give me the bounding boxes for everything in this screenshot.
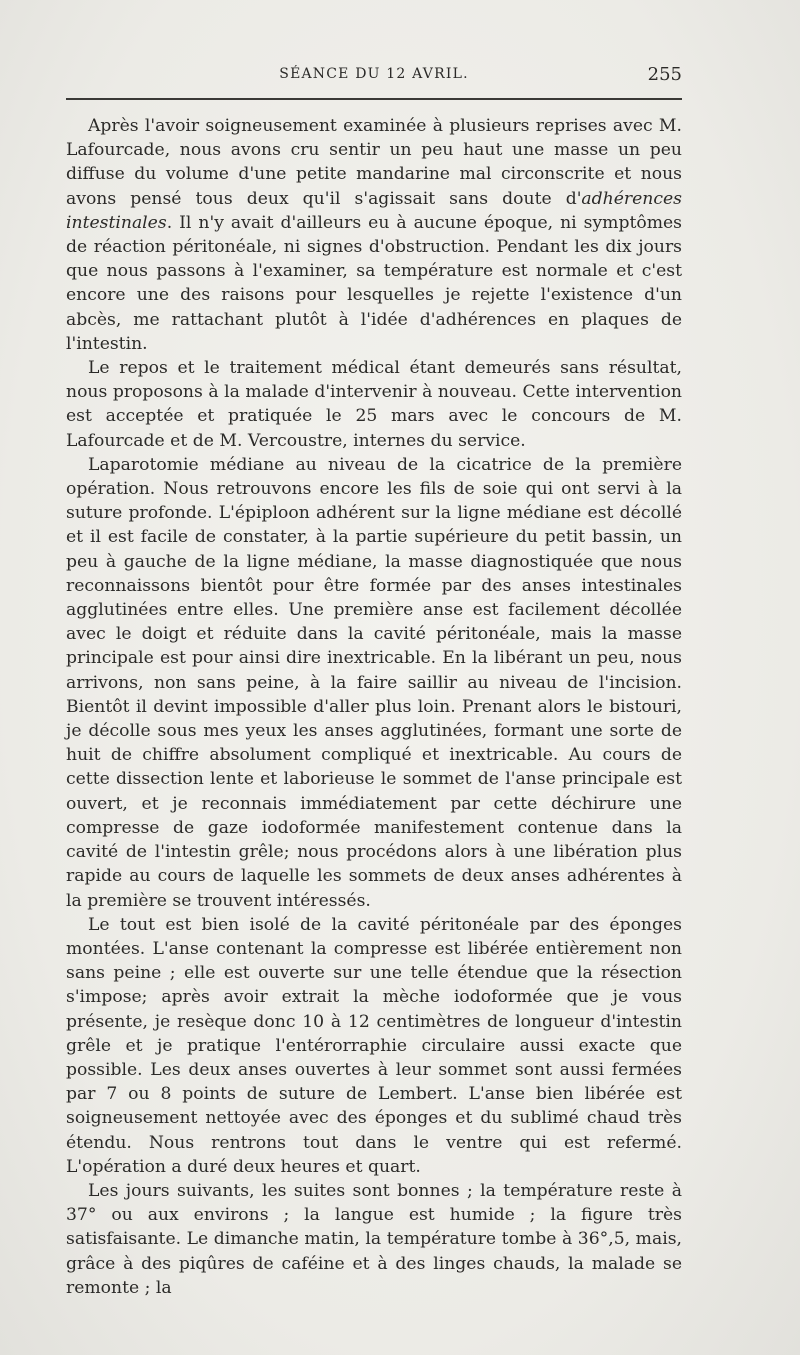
paragraph-1 xyxy=(66,114,682,356)
paragraph-4: Le tout est bien isolé de la cavité péritonéale par des éponges montées. L'anse contenant la compresse est libérée entièrement non sans peine ; elle est ouverte sur une telle étendue que la résection s'impose; après avoir extrait la mèche iodoformée que je vous présente, je resèque donc 10 à 12 centimètres de longueur d'intestin grêle et je pratique l'entérorraphie circulaire aussi exacte que possible. Les deux anses ouvertes à leur sommet sont aussi fermées par 7 ou 8 points de suture de Lembert. L'anse bien libérée est soigneusement nettoyée avec des éponges et du sublimé chaud très étendu. Nous rentrons tout dans le ventre qui est refermé. L'opération a duré deux heures et quart. xyxy=(66,914,682,1177)
paragraph-3: Laparotomie médiane au niveau de la cicatrice de la première opération. Nous retrouvons encore les fils de soie qui ont servi à la suture profonde. L'épiploon adhérent sur la ligne médiane est décollé et il est facile de constater, à la partie supérieure du petit bassin, un peu à gauche de la ligne médiane, la masse diagnostiquée que nous reconnaissons bientôt pour être formée par des anses intestinales agglutinées entre elles. Une première anse est facilement décollée avec le doigt et réduite dans la cavité péritonéale, mais la masse principale est pour ainsi dire inextricable. En la libérant un peu, nous arrivons, non sans peine, à la faire saillir au niveau de l'incision. Bientôt il devint impossible d'aller plus loin. Prenant alors le bistouri, je décolle sous mes yeux les anses agglutinées, formant une sorte de huit de chiffre absolument compliqué et inextricable. Au cours de cette dissection lente et laborieuse le sommet de l'anse principale est ouvert, et je reconnais immédiatement par cette déchirure une compresse de gaze iodoformée manifestement contenue dans la cavité de l'intestin grêle; nous procédons alors à une libération plus rapide au cours de laquelle les sommets de deux anses adhérentes à la première se trouvent intéressés. xyxy=(66,454,682,911)
page-number: 255 xyxy=(647,64,682,85)
header-rule xyxy=(66,98,682,100)
paragraph-1-text-a: Après l'avoir soigneusement examinée à plusieurs reprises avec M. Lafourcade, nous avons cru sentir un peu haut une masse un peu diffuse du volume d'une petite mandarine mal circonscrite et nous avons pensé tous deux qu'il s'agissait sans doute d' xyxy=(66,116,682,209)
running-title: SÉANCE DU 12 AVRIL. xyxy=(279,66,469,82)
paragraph-5: Les jours suivants, les suites sont bonnes ; la température reste à 37° ou aux environs ; la langue est humide ; la figure très satisfaisante. Le dimanche matin, la température tombe à 36°,5, mais, grâce à des piqûres de caféine et à des linges chauds, la malade se remonte ; la xyxy=(66,1180,682,1298)
body-text xyxy=(66,114,682,1300)
paragraph-1-emphasis: adhérences intestinales xyxy=(66,188,682,233)
paragraph-2: Le repos et le traitement médical étant demeurés sans résultat, nous proposons à la malade d'intervenir à nouveau. Cette intervention est acceptée et pratiquée le 25 mars avec le concours de M. Lafourcade et de M. Vercoustre, internes du service. xyxy=(66,358,682,451)
paragraph-1-text-b: . Il n'y avait d'ailleurs eu à aucune époque, ni symptômes de réaction péritonéale, ni signes d'obstruction. Pendant les dix jours que nous passons à l'examiner, sa température est normale et c'est encore une des raisons pour lesquelles je rejette l'existence d'un abcès, me rattachant plutôt à l'idée d'adhérences en plaques de l'intestin. xyxy=(66,212,682,354)
page-header xyxy=(66,66,682,88)
